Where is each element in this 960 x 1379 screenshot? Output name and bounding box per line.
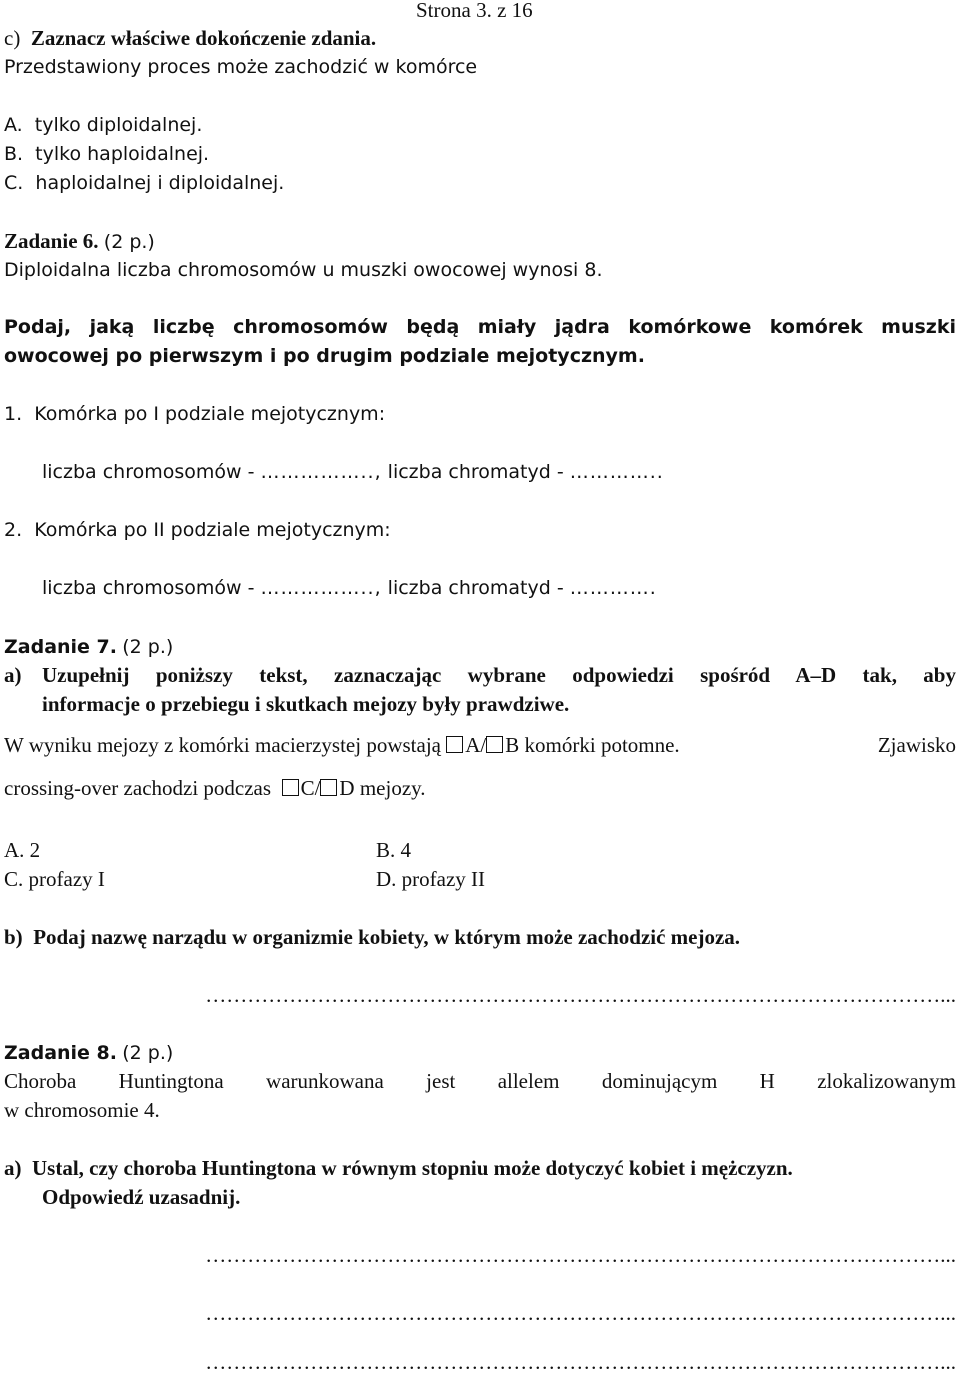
option-a-label: A [465, 733, 481, 757]
task6-question-line1: Podaj, jaką liczbę chromosomów będą miały jądra komórkowe komórek muszki [4, 316, 956, 338]
task8-points: (2 p.) [122, 1042, 174, 1064]
page-number: Strona 3. z 16 [416, 0, 533, 22]
task8-heading: Zadanie 8. [4, 1042, 117, 1064]
chromosomes-label: liczba chromosomów - [42, 577, 255, 599]
task6-item1-title-line [4, 400, 385, 429]
option-text: haploidalnej i diploidalnej. [35, 172, 285, 194]
chromatids-label: liczba chromatyd - [387, 577, 564, 599]
task6-heading-line [4, 227, 155, 257]
task7-b-answer-line[interactable]: ……………………………………………………………………………………………... [205, 983, 956, 1007]
slash: / [314, 776, 321, 800]
text-before: W wyniku mejozy z komórki macierzystej powstają [4, 733, 441, 757]
choice-text: 4 [400, 838, 412, 862]
text-after: komórki potomne. [524, 733, 680, 757]
text-end: Zjawisko [877, 733, 956, 757]
task7-choice-a [4, 836, 40, 865]
task8-answer-line-2[interactable]: ……………………………………………………………………………………………... [205, 1301, 956, 1325]
task5c-stem: Przedstawiony proces może zachodzić w komórce [4, 56, 478, 78]
task8-a-line2: Odpowiedź uzasadnij. [42, 1185, 241, 1209]
option-d-label: D [339, 776, 355, 800]
text-before: crossing-over zachodzi podczas [4, 776, 272, 800]
item-title: Komórka po II podziale mejotycznym: [34, 519, 391, 541]
task8-a-label: a) [4, 1156, 22, 1180]
task5c-option-a [4, 111, 202, 140]
choice-text: profazy I [28, 867, 105, 891]
task8-a-line1 [4, 1154, 793, 1183]
task6-intro: Diploidalna liczba chromosomów u muszki owocowej wynosi 8. [4, 259, 603, 281]
checkbox-b[interactable] [486, 736, 503, 753]
chromosomes-label: liczba chromosomów - [42, 461, 255, 483]
task5c-label: c) [4, 26, 21, 50]
task7-points: (2 p.) [122, 636, 174, 658]
task7-a-line2: informacje o przebiegu i skutkach mejozy były prawdziwe. [42, 692, 570, 716]
option-letter: B. [4, 143, 24, 165]
task7-b-line [4, 923, 740, 952]
task7-b-label: b) [4, 925, 23, 949]
choice-letter: D. [376, 867, 397, 891]
option-b-label: B [505, 733, 520, 757]
task7-b-question: Podaj nazwę narządu w organizmie kobiety, w którym może zachodzić mejoza. [33, 925, 741, 949]
chromatids-blank[interactable]: ………….. [569, 461, 664, 483]
choice-letter: C. [4, 867, 24, 891]
task6-item1-answer-line [42, 458, 664, 487]
task7-choice-c [4, 865, 105, 894]
choice-text: 2 [29, 838, 41, 862]
task5c-option-b [4, 140, 209, 169]
task5c-instruction: Zaznacz właściwe dokończenie zdania. [30, 26, 377, 50]
task7-text-line1 [4, 731, 956, 760]
task7-text-line2 [4, 774, 426, 803]
checkbox-c[interactable] [282, 779, 299, 796]
chromosomes-blank[interactable]: …………….., [260, 461, 382, 483]
task8-intro-line1: Choroba Huntingtona warunkowana jest allelem dominującym H zlokalizowanym [4, 1069, 956, 1093]
task7-heading: Zadanie 7. [4, 636, 117, 658]
task7-choice-d [376, 865, 485, 894]
chromatids-blank[interactable]: …………. [569, 577, 657, 599]
task8-heading-line [4, 1038, 173, 1068]
task8-intro-line2: w chromosomie 4. [4, 1098, 160, 1122]
option-letter: C. [4, 172, 24, 194]
checkbox-d[interactable] [320, 779, 337, 796]
item-title: Komórka po I podziale mejotycznym: [34, 403, 386, 425]
chromatids-label: liczba chromatyd - [387, 461, 564, 483]
choice-text: profazy II [401, 867, 486, 891]
checkbox-a[interactable] [446, 736, 463, 753]
slash: / [480, 733, 487, 757]
chromosomes-blank[interactable]: …………….., [260, 577, 382, 599]
task8-answer-line-1[interactable]: ……………………………………………………………………………………………... [205, 1243, 956, 1267]
choice-letter: A. [4, 838, 25, 862]
option-text: tylko diploidalnej. [34, 114, 203, 136]
task7-a-label: a) [4, 663, 22, 687]
option-letter: A. [4, 114, 23, 136]
item-number: 2. [4, 519, 23, 541]
task6-points: (2 p.) [103, 231, 155, 253]
task6-heading: Zadanie 6. [4, 229, 99, 253]
task7-heading-line [4, 632, 173, 662]
task8-a-question: Ustal, czy choroba Huntingtona w równym stopniu może dotyczyć kobiet i mężczyzn. [32, 1156, 793, 1180]
choice-letter: B. [376, 838, 396, 862]
task6-item2-title-line [4, 516, 391, 545]
task6-item2-answer-line [42, 574, 657, 603]
task5c-instruction-line [4, 24, 376, 53]
task5c-option-c [4, 169, 284, 198]
option-c-label: C [300, 776, 315, 800]
option-text: tylko haploidalnej. [35, 143, 210, 165]
task7-a-line1: Uzupełnij poniższy tekst, zaznaczając wybrane odpowiedzi spośród A–D tak, aby [42, 663, 956, 687]
item-number: 1. [4, 403, 23, 425]
task8-answer-line-3[interactable]: ……………………………………………………………………………………………... [205, 1350, 956, 1374]
task7-choice-b [376, 836, 411, 865]
task6-question-line2: owocowej po pierwszym i po drugim podziale mejotycznym. [4, 345, 645, 367]
text-after: mejozy. [359, 776, 426, 800]
